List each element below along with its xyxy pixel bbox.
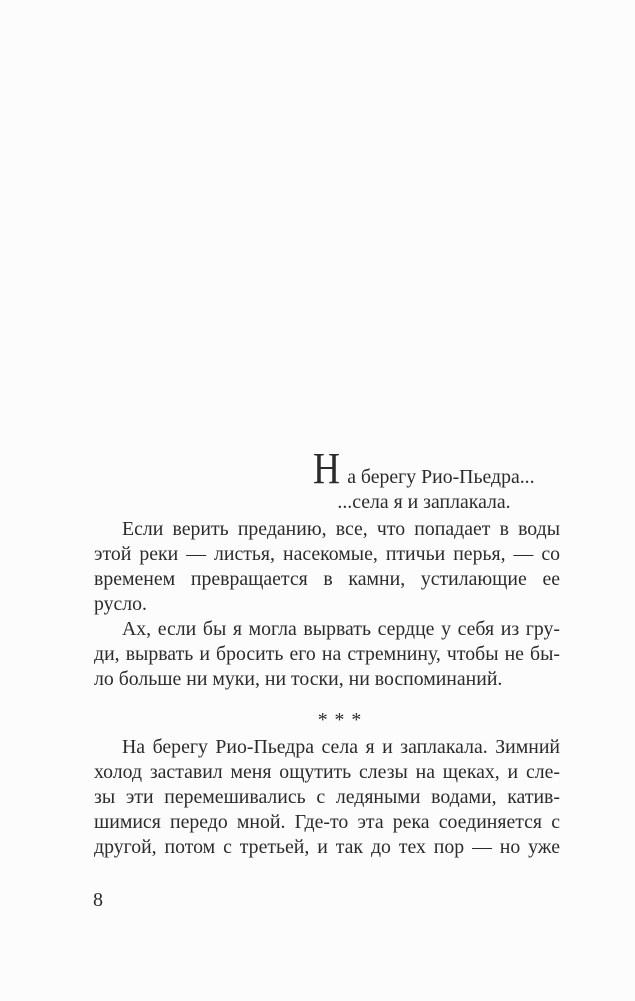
text-line: Если верить преданию, все, что попадает в воды [122,518,560,540]
text-line: На берегу Рио-Пьедра... [313,444,535,493]
section-separator: * * * [317,709,363,731]
text-line: этой реки — листья, насекомые, птичьи перья, — со [94,543,560,565]
paragraph-legend [94,517,560,617]
text-line: шимися передо мной. Где-то эта река соединяется с [94,811,560,833]
opening-line1-text: а берегу Рио-Пьедра... [347,466,535,488]
text-line: русло. [94,593,148,615]
paragraph-river [94,735,560,860]
text-line: ди, вырвать и бросить его на стремнину, чтобы не бы- [94,643,560,665]
page-number: 8 [93,889,103,911]
text-line: На берегу Рио-Пьедра села я и заплакала. Зимний [122,736,560,758]
paragraph-lament [94,617,560,692]
text-line: ...села я и заплакала. [337,491,511,513]
text-column [94,0,560,860]
text-line: другой, потом с третьей, и так до тех пор — но уже [94,836,560,858]
text-line: временем превращается в камни, устилающие ее [94,568,560,590]
text-line: зы эти перемешивались с ледяными водами, катив- [94,786,560,808]
text-line: холод заставил меня ощутить слезы на щеках, и сле- [94,761,560,783]
text-line: ло больше ни муки, ни тоски, ни воспоминаний. [94,668,503,690]
text-line: Ах, если бы я могла вырвать сердце у себя из гру- [122,618,560,640]
opening-lines [288,444,560,515]
